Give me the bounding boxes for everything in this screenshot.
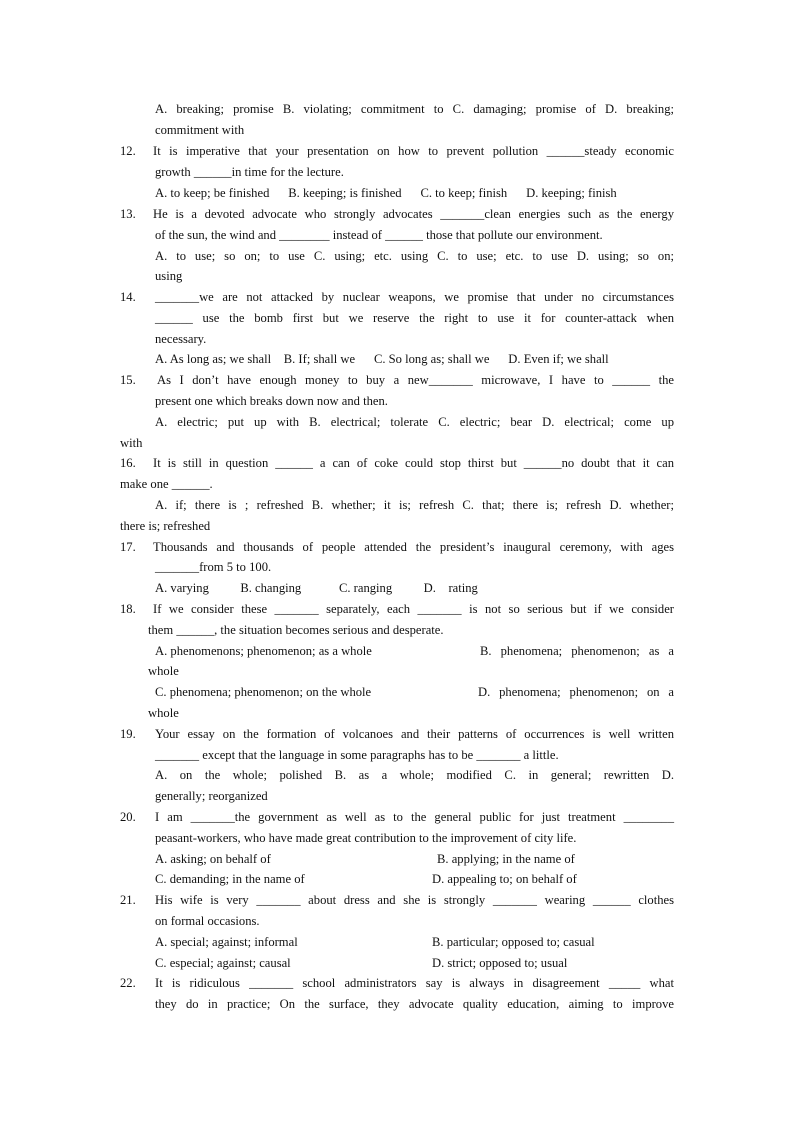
q14-line1: _______we are not attacked by nuclear weapons, we promise that under no circumstances [155,290,674,304]
q14-options: A. As long as; we shall B. If; shall we C. So long as; shall we D. Even if; we shall [155,352,609,366]
q13-options-line2: using [155,269,183,283]
q20-option-d: D. appealing to; on behalf of [432,872,577,886]
q21-line1: His wife is very _______ about dress and she is strongly _______ wearing ______ clothes [155,893,674,907]
q16-line1: It is still in question ______ a can of coke could stop thirst but ______no doubt that it can [153,456,674,470]
q21-option-b: B. particular; opposed to; casual [432,935,595,949]
q13-options-line1: A. to use; so on; to use C. using; etc. using C. to use; etc. to use D. using; so on; [155,249,674,263]
q16-options-line2: there is; refreshed [120,519,211,533]
q17-line2: _______from 5 to 100. [155,560,272,574]
q16-line2: make one ______. [120,477,213,491]
q21-option-c: C. especial; against; causal [155,956,291,970]
q16-options-line1: A. if; there is ; refreshed B. whether; it is; refresh C. that; there is; refresh D. whether; [155,498,674,512]
q20-option-b: B. applying; in the name of [437,852,575,866]
q18-option-d: D. phenomena; phenomenon; on a [478,685,674,699]
q13-line2: of the sun, the wind and ________ instead of ______ those that pollute our environment. [155,228,603,242]
q19-number: 19. [120,727,136,741]
q18-line2: them ______, the situation becomes serious and desperate. [148,623,444,637]
q17-number: 17. [120,540,136,554]
q19-line1: Your essay on the formation of volcanoes and their patterns of occurrences is well written [155,727,674,741]
q12-line2: growth ______in time for the lecture. [155,165,344,179]
q18-number: 18. [120,602,136,616]
q22-number: 22. [120,976,136,990]
q20-number: 20. [120,810,136,824]
q11-options-line2: commitment with [155,123,245,137]
q14-line3: necessary. [155,332,207,346]
q18-option-c: C. phenomena; phenomenon; on the whole [155,685,372,699]
q11-options-line1: A. breaking; promise B. violating; commitment to C. damaging; promise of D. breaking; [155,102,674,116]
q13-line1: He is a devoted advocate who strongly advocates _______clean energies such as the energy [153,207,674,221]
q21-line2: on formal occasions. [155,914,260,928]
q19-options-line1: A. on the whole; polished B. as a whole; modified C. in general; rewritten D. [155,768,674,782]
q19-line2: _______ except that the language in some paragraphs has to be _______ a little. [155,748,559,762]
q12-line1: It is imperative that your presentation on how to prevent pollution ______steady economic [153,144,674,158]
q17-options: A. varying B. changing C. ranging D. rating [155,581,478,595]
q15-line1: As I don’t have enough money to buy a new_______ microwave, I have to ______ the [157,373,674,387]
q13-number: 13. [120,207,136,221]
q14-number: 14. [120,290,136,304]
q12-number: 12. [120,144,136,158]
q18-option-b-wrap: whole [148,664,179,678]
q21-option-a: A. special; against; informal [155,935,298,949]
q18-option-d-wrap: whole [148,706,179,720]
q15-number: 15. [120,373,136,387]
q18-option-a: A. phenomenons; phenomenon; as a whole [155,644,372,658]
q21-number: 21. [120,893,136,907]
q20-option-c: C. demanding; in the name of [155,872,305,886]
q17-line1: Thousands and thousands of people attended the president’s inaugural ceremony, with ages [153,540,674,554]
q18-option-b: B. phenomena; phenomenon; as a [480,644,674,658]
q20-option-a: A. asking; on behalf of [155,852,271,866]
q15-line2: present one which breaks down now and then. [155,394,388,408]
q20-line1: I am _______the government as well as to the general public for just treatment ________ [155,810,674,824]
q20-line2: peasant-workers, who have made great contribution to the improvement of city life. [155,831,577,845]
q12-options: A. to keep; be finished B. keeping; is finished C. to keep; finish D. keeping; finish [155,186,617,200]
q22-line2: they do in practice; On the surface, they advocate quality education, aiming to improve [155,997,674,1011]
q14-line2: ______ use the bomb first but we reserve the right to use it for counter-attack when [155,311,674,325]
q15-options-line1: A. electric; put up with B. electrical; tolerate C. electric; bear D. electrical; come up [155,415,674,429]
q22-line1: It is ridiculous _______ school administrators say is always in disagreement _____ what [155,976,674,990]
q16-number: 16. [120,456,136,470]
q21-option-d: D. strict; opposed to; usual [432,956,568,970]
q19-options-line2: generally; reorganized [155,789,268,803]
q15-options-line2: with [120,436,143,450]
q18-line1: If we consider these _______ separately, each _______ is not so serious but if we consider [153,602,674,616]
